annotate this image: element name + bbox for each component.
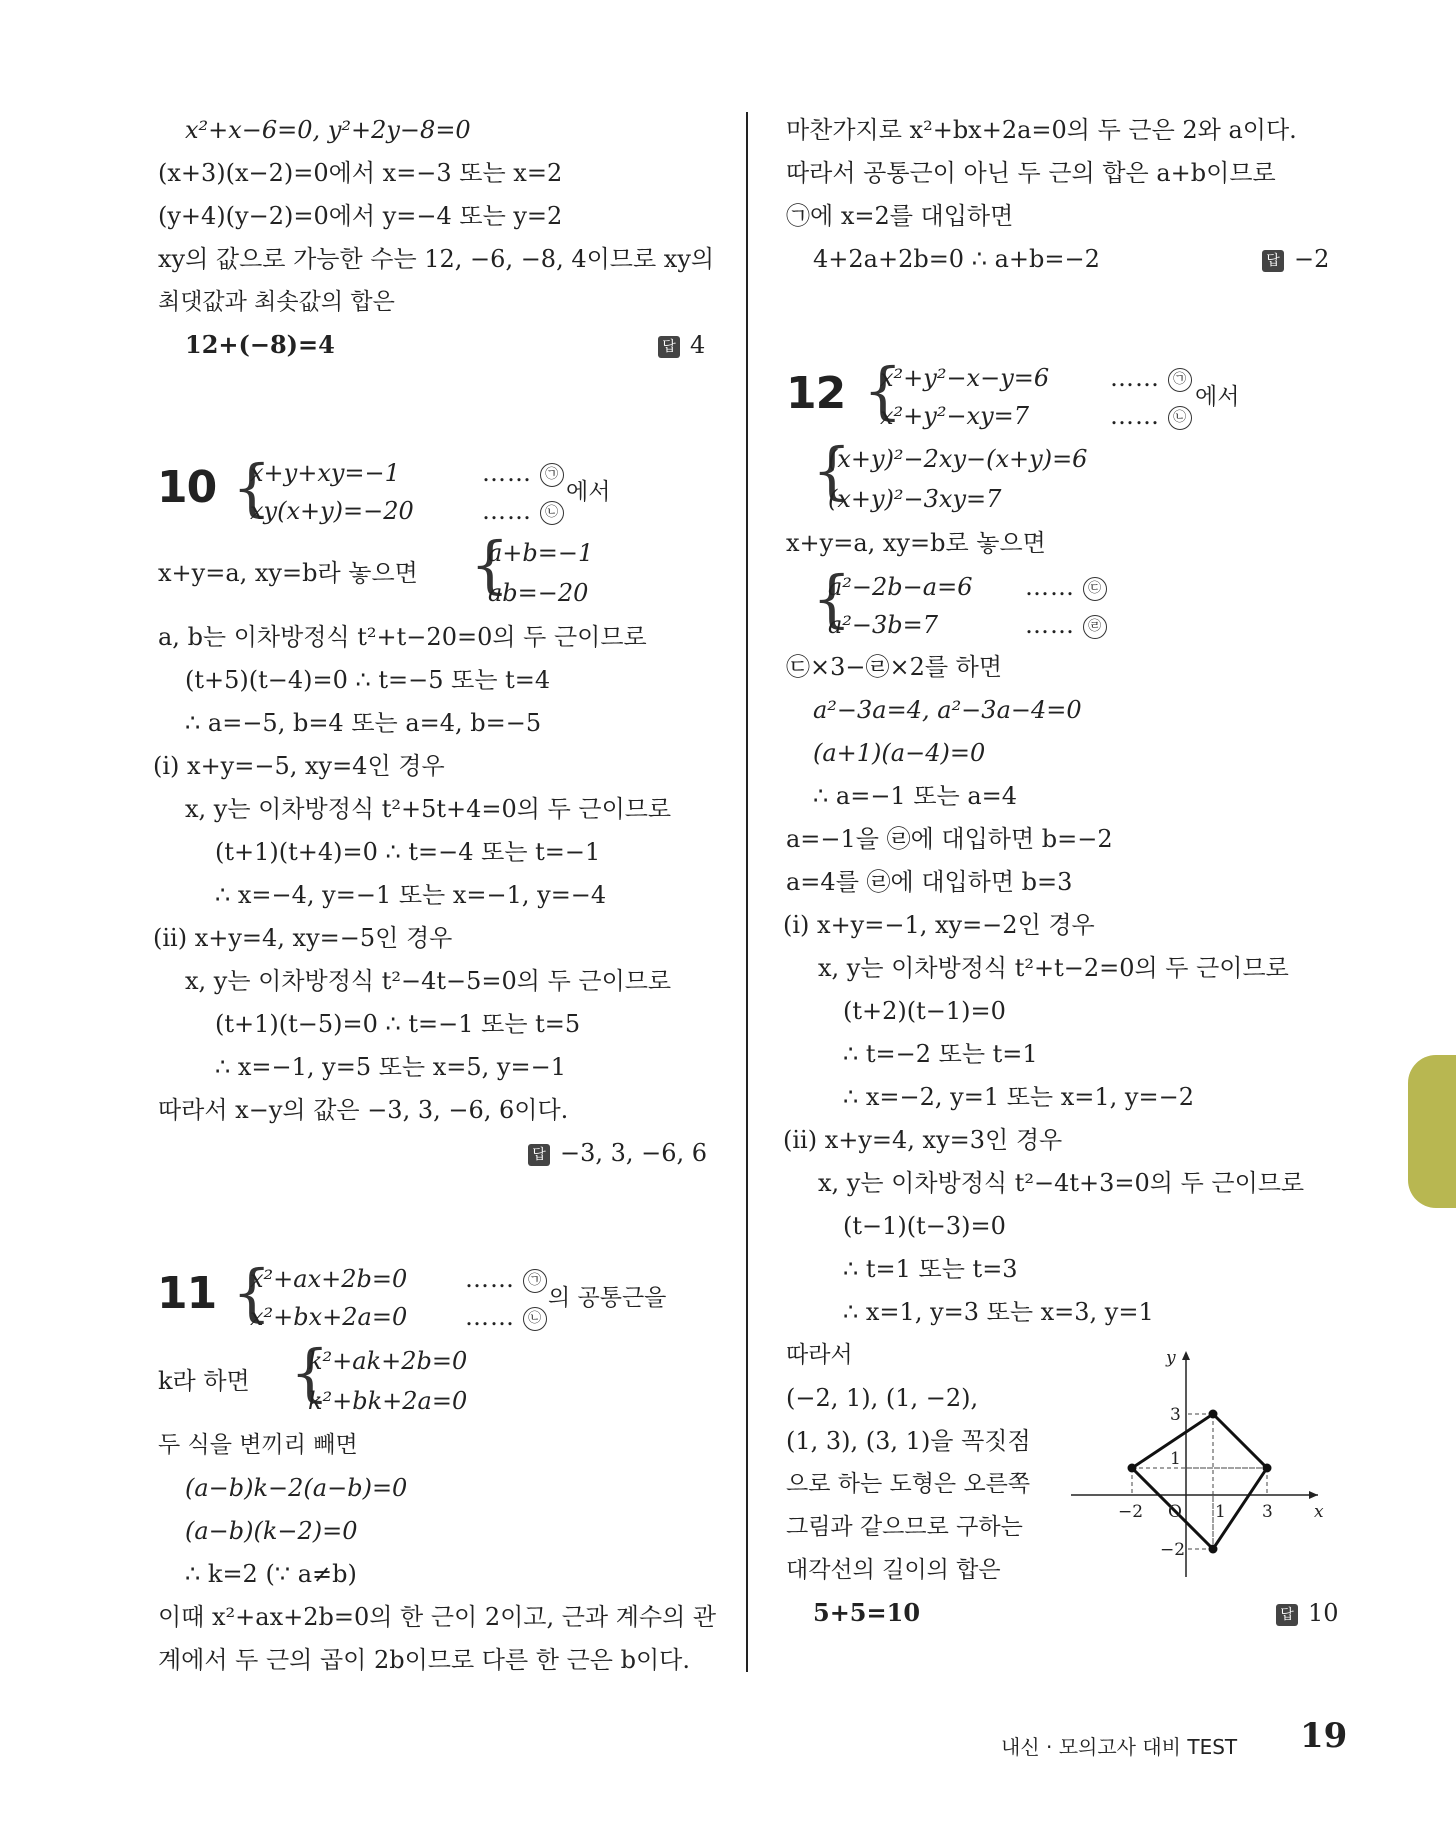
p11-k-intro: k라 하면: [158, 1367, 250, 1395]
p12-final-5: 그림과 같으므로 구하는: [786, 1514, 1023, 1540]
answer-badge-icon: 답: [1276, 1604, 1298, 1626]
p11-k-1: k²+ak+2b=0: [308, 1347, 468, 1375]
p12-line-12: (ii) x+y=4, xy=3인 경우: [783, 1126, 1063, 1154]
p12-final-3: (1, 3), (3, 1)을 꼭짓점: [786, 1427, 1031, 1455]
p12-mark-1: …… ㉠: [1110, 363, 1192, 393]
chapter-tab: [1408, 1055, 1456, 1208]
vertex-point: [1128, 1464, 1137, 1473]
p12-sub-intro: x+y=a, xy=b로 놓으면: [786, 529, 1046, 557]
p11-mark-2: …… ㉡: [465, 1302, 547, 1332]
p10-line-5: x, y는 이차방정식 t²+5t+4=0의 두 근이므로: [185, 795, 672, 823]
p10-system-2: xy(x+y)=−20: [250, 497, 414, 525]
p11-k-2: k²+bk+2a=0: [308, 1387, 468, 1415]
p12-system-2: x²+y²−xy=7: [880, 402, 1030, 430]
p11-line-5: 이때 x²+ax+2b=0의 한 근이 2이고, 근과 계수의 관: [158, 1603, 717, 1631]
problem-11-number: 11: [157, 1268, 217, 1319]
p12-sub-2: a²−3b=7: [828, 611, 939, 639]
intro-line-3: (y+4)(y−2)=0에서 y=−4 또는 y=2: [158, 202, 563, 230]
x-axis-arrow-icon: [1309, 1491, 1318, 1499]
tick-label-x: 1: [1215, 1502, 1226, 1522]
p10-mark-2: …… ㉡: [482, 496, 564, 526]
p10-line-1: a, b는 이차방정식 t²+t−20=0의 두 근이므로: [158, 623, 647, 651]
p11-line-4: ∴ k=2 (∵ a≠b): [185, 1560, 357, 1588]
cont-answer-value: −2: [1294, 245, 1330, 273]
cont-line-1: 마찬가지로 x²+bx+2a=0의 두 근은 2와 a이다.: [786, 116, 1297, 144]
vertex-point: [1209, 1410, 1218, 1419]
y-axis-label: y: [1166, 1348, 1176, 1368]
p10-answer-value: −3, 3, −6, 6: [560, 1139, 708, 1167]
tick-label-y: 1: [1170, 1449, 1181, 1469]
p12-mark-3: …… ㉢: [1025, 572, 1107, 602]
p10-sub-1: a+b=−1: [488, 539, 594, 567]
p12-line-15: ∴ t=1 또는 t=3: [843, 1255, 1018, 1283]
cont-line-4: 4+2a+2b=0 ∴ a+b=−2: [813, 245, 1100, 273]
tick-label-x: 3: [1262, 1502, 1273, 1522]
p12-line-3: (a+1)(a−4)=0: [813, 739, 986, 767]
p10-line-9: x, y는 이차방정식 t²−4t−5=0의 두 근이므로: [185, 967, 672, 995]
p10-answer: [528, 1138, 707, 1168]
p12-final-1: 따라서: [786, 1342, 853, 1368]
p12-line-1: ㉢×3−㉣×2를 하면: [786, 653, 1003, 681]
p10-line-4: (i) x+y=−5, xy=4인 경우: [153, 752, 445, 780]
p11-line-6: 계에서 두 근의 곱이 2b이므로 다른 한 근은 b이다.: [158, 1646, 690, 1674]
footer-text: 내신 · 모의고사 대비 TEST: [1001, 1735, 1238, 1759]
p12-rewrite-1: (x+y)²−2xy−(x+y)=6: [828, 445, 1088, 473]
intro-line-6: 12+(−8)=4: [185, 330, 335, 359]
p10-line-3: ∴ a=−5, b=4 또는 a=4, b=−5: [185, 709, 542, 737]
tick-label-x: −2: [1118, 1502, 1144, 1522]
cont-answer: [1262, 244, 1329, 274]
p12-line-10: ∴ t=−2 또는 t=1: [843, 1040, 1038, 1068]
vertex-point: [1209, 1545, 1218, 1554]
quadrilateral: [1132, 1414, 1267, 1549]
p12-line-2: a²−3a=4, a²−3a−4=0: [813, 696, 1082, 724]
p10-line-6: (t+1)(t+4)=0 ∴ t=−4 또는 t=−1: [215, 838, 601, 866]
p12-line-6: a=4를 ㉣에 대입하면 b=3: [786, 868, 1073, 896]
p12-line-13: x, y는 이차방정식 t²−4t+3=0의 두 근이므로: [818, 1169, 1305, 1197]
p12-final-4: 으로 하는 도형은 오른쪽: [786, 1471, 1031, 1497]
brace-icon: {: [232, 1256, 272, 1329]
p11-line-3: (a−b)(k−2)=0: [185, 1517, 358, 1545]
brace-icon: {: [232, 451, 272, 524]
p10-line-7: ∴ x=−4, y=−1 또는 x=−1, y=−4: [215, 881, 607, 909]
tick-label-y: 3: [1170, 1405, 1181, 1425]
p12-final-6: 대각선의 길이의 합은: [786, 1557, 1001, 1583]
p10-line-10: (t+1)(t−5)=0 ∴ t=−1 또는 t=5: [215, 1010, 581, 1038]
vertex-point: [1263, 1464, 1272, 1473]
p12-final-2: (−2, 1), (1, −2),: [786, 1384, 979, 1412]
p12-line-7: (i) x+y=−1, xy=−2인 경우: [783, 911, 1095, 939]
p11-mark-1: …… ㉠: [465, 1264, 547, 1294]
p11-suffix: 의 공통근을: [548, 1285, 667, 1311]
brace-icon: {: [470, 528, 510, 601]
cont-line-3: ㉠에 x=2를 대입하면: [786, 202, 1014, 230]
intro-answer-value: 4: [690, 331, 706, 359]
cont-line-2: 따라서 공통근이 아닌 두 근의 합은 a+b이므로: [786, 159, 1276, 187]
x-axis-label: x: [1314, 1502, 1324, 1522]
p12-system-1: x²+y²−x−y=6: [880, 364, 1050, 392]
p12-line-5: a=−1을 ㉣에 대입하면 b=−2: [786, 825, 1113, 853]
p10-system-1: x+y+xy=−1: [250, 459, 400, 487]
p10-line-11: ∴ x=−1, y=5 또는 x=5, y=−1: [215, 1053, 566, 1081]
p12-line-4: ∴ a=−1 또는 a=4: [813, 782, 1018, 810]
p11-system-2: x²+bx+2a=0: [250, 1303, 408, 1331]
p12-line-11: ∴ x=−2, y=1 또는 x=1, y=−2: [843, 1083, 1194, 1111]
p11-system-1: x²+ax+2b=0: [250, 1265, 408, 1293]
p12-answer: [1276, 1598, 1339, 1628]
p12-mark-2: …… ㉡: [1110, 401, 1192, 431]
origin-label: O: [1168, 1502, 1182, 1522]
p10-line-2: (t+5)(t−4)=0 ∴ t=−5 또는 t=4: [185, 666, 551, 694]
p12-sub-1: a²−2b−a=6: [828, 573, 973, 601]
p10-sub-intro: x+y=a, xy=b라 놓으면: [158, 559, 418, 587]
p12-rewrite-2: (x+y)²−3xy=7: [828, 485, 1002, 513]
answer-badge-icon: 답: [1262, 250, 1284, 272]
problem-10-number: 10: [157, 462, 217, 513]
intro-line-4: xy의 값으로 가능한 수는 12, −6, −8, 4이므로 xy의: [158, 245, 715, 273]
intro-line-2: (x+3)(x−2)=0에서 x=−3 또는 x=2: [158, 159, 563, 187]
p10-suffix: 에서: [566, 479, 611, 505]
p12-suffix: 에서: [1195, 384, 1240, 410]
p12-answer-value: 10: [1308, 1599, 1339, 1627]
p12-final-7: 5+5=10: [813, 1598, 921, 1627]
tick-label-y: −2: [1160, 1540, 1186, 1560]
column-divider: [746, 112, 748, 1672]
p12-line-9: (t+2)(t−1)=0: [843, 997, 1006, 1025]
p10-line-12: 따라서 x−y의 값은 −3, 3, −6, 6이다.: [158, 1096, 569, 1124]
brace-icon: {: [290, 1336, 330, 1409]
p12-line-16: ∴ x=1, y=3 또는 x=3, y=1: [843, 1298, 1154, 1326]
y-axis-arrow-icon: [1182, 1351, 1190, 1360]
intro-line-5: 최댓값과 최솟값의 합은: [158, 289, 395, 315]
p10-line-8: (ii) x+y=4, xy=−5인 경우: [153, 924, 453, 952]
coordinate-graph: [1066, 1345, 1326, 1585]
p10-sub-2: ab=−20: [488, 579, 589, 607]
p10-mark-1: …… ㉠: [482, 458, 564, 488]
brace-icon: {: [812, 434, 852, 507]
p12-line-14: (t−1)(t−3)=0: [843, 1212, 1006, 1240]
answer-badge-icon: 답: [658, 336, 680, 358]
p11-line-2: (a−b)k−2(a−b)=0: [185, 1474, 408, 1502]
brace-icon: {: [812, 562, 852, 635]
intro-answer: [658, 330, 705, 360]
p12-mark-4: …… ㉣: [1025, 610, 1107, 640]
page-number: 19: [1300, 1716, 1348, 1756]
answer-badge-icon: 답: [528, 1144, 550, 1166]
intro-line-1: x²+x−6=0, y²+2y−8=0: [185, 116, 471, 144]
p12-line-8: x, y는 이차방정식 t²+t−2=0의 두 근이므로: [818, 954, 1289, 982]
problem-12-number: 12: [786, 368, 846, 419]
p11-line-1: 두 식을 변끼리 빼면: [158, 1432, 358, 1458]
brace-icon: {: [863, 354, 903, 427]
